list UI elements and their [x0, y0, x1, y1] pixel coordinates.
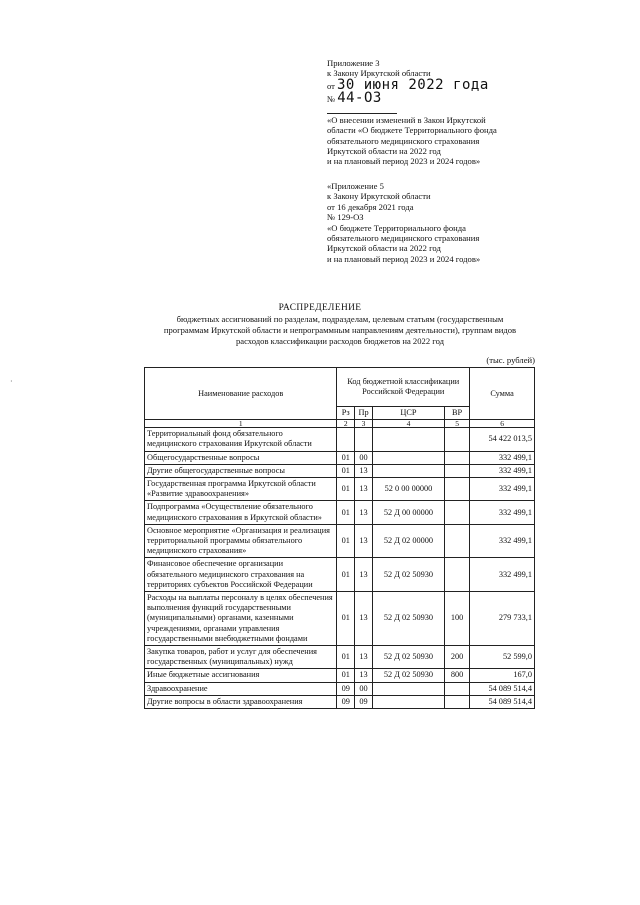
row-pr [355, 428, 373, 451]
row-rz: 01 [337, 592, 355, 646]
original-appendix-reference [327, 181, 567, 264]
row-rz [337, 428, 355, 451]
column-number: 5 [445, 420, 470, 428]
amendment-title-line: «О внесении изменений в Закон Иркутской [327, 114, 486, 125]
subtitle-line: программам Иркутской области и непрограммным направлениям деятельности), группам видов [163, 324, 517, 335]
row-vr [445, 524, 470, 558]
row-vr: 100 [445, 592, 470, 646]
column-number: 3 [355, 420, 373, 428]
row-csr: 52 0 00 00000 [372, 478, 444, 501]
row-csr: 52 Д 02 00000 [372, 524, 444, 558]
row-sum: 332 499,1 [470, 558, 535, 592]
row-name: Расходы на выплаты персоналу в целях обеспечения выполнения функций государственными (муниципальными) органами, казенными учреждениями, органами управления государственными внебюджетными фондами [145, 592, 337, 646]
table-row [145, 464, 535, 477]
row-name: Другие общегосударственные вопросы [145, 464, 337, 477]
row-name: Государственная программа Иркутской области «Развитие здравоохранения» [145, 478, 337, 501]
margin-mark: · [10, 377, 13, 386]
table-row [145, 428, 535, 451]
row-csr: 52 Д 02 50930 [372, 669, 444, 682]
law-reference: к Закону Иркутской области [327, 68, 431, 79]
table-row [145, 451, 535, 464]
row-sum: 167,0 [470, 669, 535, 682]
appendix-label: Приложение 3 [327, 58, 380, 68]
law-date-handwritten: 30 июня 2022 года [336, 76, 489, 93]
row-csr: 52 Д 02 50930 [372, 592, 444, 646]
column-number-row [145, 420, 535, 428]
appendix-line: «Приложение 5 [327, 181, 384, 191]
table-row [145, 695, 535, 708]
subtitle-line: расходов классификации расходов бюджетов на 2022 год [235, 335, 445, 346]
table-row [145, 501, 535, 524]
row-pr: 13 [355, 464, 373, 477]
row-vr [445, 451, 470, 464]
row-sum: 54 089 514,4 [470, 695, 535, 708]
row-vr [445, 428, 470, 451]
row-sum: 332 499,1 [470, 524, 535, 558]
budget-allocation-table [144, 367, 535, 709]
row-vr: 800 [445, 669, 470, 682]
subtitle-line: бюджетных ассигнований по разделам, подразделам, целевым статьям (государственным [176, 314, 504, 324]
row-name: Закупка товаров, работ и услуг для обеспечения государственных (муниципальных) нужд [145, 646, 337, 669]
appendix-line: «О бюджете Территориального фонда [327, 222, 466, 233]
row-name: Здравоохранение [145, 682, 337, 695]
document-subtitle [140, 314, 540, 346]
amendment-title-line: и на плановый период 2023 и 2024 годов» [327, 156, 481, 167]
col-header-code-group: Код бюджетной классификации Российской Федерации [337, 368, 470, 407]
row-vr [445, 478, 470, 501]
row-rz: 09 [337, 695, 355, 708]
appendix-line: Иркутской области на 2022 год [327, 243, 441, 254]
table-row [145, 682, 535, 695]
row-sum: 54 422 013,5 [470, 428, 535, 451]
row-rz: 01 [337, 524, 355, 558]
col-header-rz: Рз [337, 407, 355, 420]
document-title: РАСПРЕДЕЛЕНИЕ [278, 303, 362, 313]
row-csr: 52 Д 00 00000 [372, 501, 444, 524]
row-name: Основное мероприятие «Организация и реализация территориальной программы обязательного медицинского страхования» [145, 524, 337, 558]
col-header-csr: ЦСР [372, 407, 444, 420]
table-row [145, 592, 535, 646]
row-pr: 13 [355, 558, 373, 592]
row-pr: 13 [355, 524, 373, 558]
row-rz: 01 [337, 646, 355, 669]
row-sum: 279 733,1 [470, 592, 535, 646]
row-name: Финансовое обеспечение организации обязательного медицинского страхования на территориях субъектов Российской Федерации [145, 558, 337, 592]
row-sum: 332 499,1 [470, 501, 535, 524]
units-label: (тыс. рублей) [486, 355, 535, 365]
row-name: Территориальный фонд обязательного медицинского страхования Иркутской области [145, 428, 337, 451]
row-vr [445, 682, 470, 695]
number-prefix: № [327, 94, 336, 105]
row-csr [372, 695, 444, 708]
appendix-line: и на плановый период 2023 и 2024 годов» [327, 253, 481, 264]
row-csr [372, 428, 444, 451]
row-pr: 13 [355, 646, 373, 669]
row-vr [445, 695, 470, 708]
row-vr [445, 558, 470, 592]
table-row [145, 478, 535, 501]
col-header-vr: ВР [445, 407, 470, 420]
row-rz: 01 [337, 558, 355, 592]
row-csr [372, 451, 444, 464]
row-pr: 13 [355, 478, 373, 501]
row-pr: 00 [355, 682, 373, 695]
row-rz: 09 [337, 682, 355, 695]
row-sum: 332 499,1 [470, 464, 535, 477]
col-header-name: Наименование расходов [145, 368, 337, 420]
appendix-line: обязательного медицинского страхования [327, 233, 480, 244]
table-row [145, 524, 535, 558]
row-name: Подпрограмма «Осуществление обязательного медицинского страхования в Иркутской области» [145, 501, 337, 524]
row-rz: 01 [337, 464, 355, 477]
row-vr [445, 464, 470, 477]
row-name: Иные бюджетные ассигнования [145, 669, 337, 682]
amendment-title-line: обязательного медицинского страхования [327, 135, 480, 146]
table-body [145, 428, 535, 709]
row-csr: 52 Д 02 50930 [372, 646, 444, 669]
column-number: 4 [372, 420, 444, 428]
law-number-handwritten: 44-ОЗ [337, 89, 382, 106]
row-sum: 52 599,0 [470, 646, 535, 669]
row-sum: 54 089 514,4 [470, 682, 535, 695]
row-pr: 09 [355, 695, 373, 708]
row-name: Общегосударственные вопросы [145, 451, 337, 464]
col-header-pr: Пр [355, 407, 373, 420]
row-pr: 13 [355, 592, 373, 646]
row-csr [372, 682, 444, 695]
appendix-line: от 16 декабря 2021 года [327, 201, 414, 212]
row-name: Другие вопросы в области здравоохранения [145, 695, 337, 708]
appendix-line: к Закону Иркутской области [327, 191, 431, 202]
law-number-line [327, 89, 567, 106]
row-vr [445, 501, 470, 524]
amendment-title-line: Иркутской области на 2022 год [327, 146, 441, 157]
row-rz: 01 [337, 478, 355, 501]
row-vr: 200 [445, 646, 470, 669]
row-pr: 13 [355, 669, 373, 682]
appendix-line: № 129-ОЗ [327, 212, 364, 223]
table-row [145, 646, 535, 669]
amendment-title [327, 115, 567, 167]
column-number: 1 [145, 420, 337, 428]
col-header-sum: Сумма [470, 368, 535, 420]
row-pr: 13 [355, 501, 373, 524]
row-csr: 52 Д 02 50930 [372, 558, 444, 592]
row-sum: 332 499,1 [470, 478, 535, 501]
column-number: 2 [337, 420, 355, 428]
table-row [145, 558, 535, 592]
amendment-header [327, 58, 567, 167]
row-rz: 01 [337, 669, 355, 682]
date-prefix: от [327, 81, 335, 92]
amendment-title-line: области «О бюджете Территориального фонда [327, 125, 497, 136]
row-pr: 00 [355, 451, 373, 464]
row-rz: 01 [337, 501, 355, 524]
row-rz: 01 [337, 451, 355, 464]
column-number: 6 [470, 420, 535, 428]
row-sum: 332 499,1 [470, 451, 535, 464]
table-row [145, 669, 535, 682]
row-csr [372, 464, 444, 477]
